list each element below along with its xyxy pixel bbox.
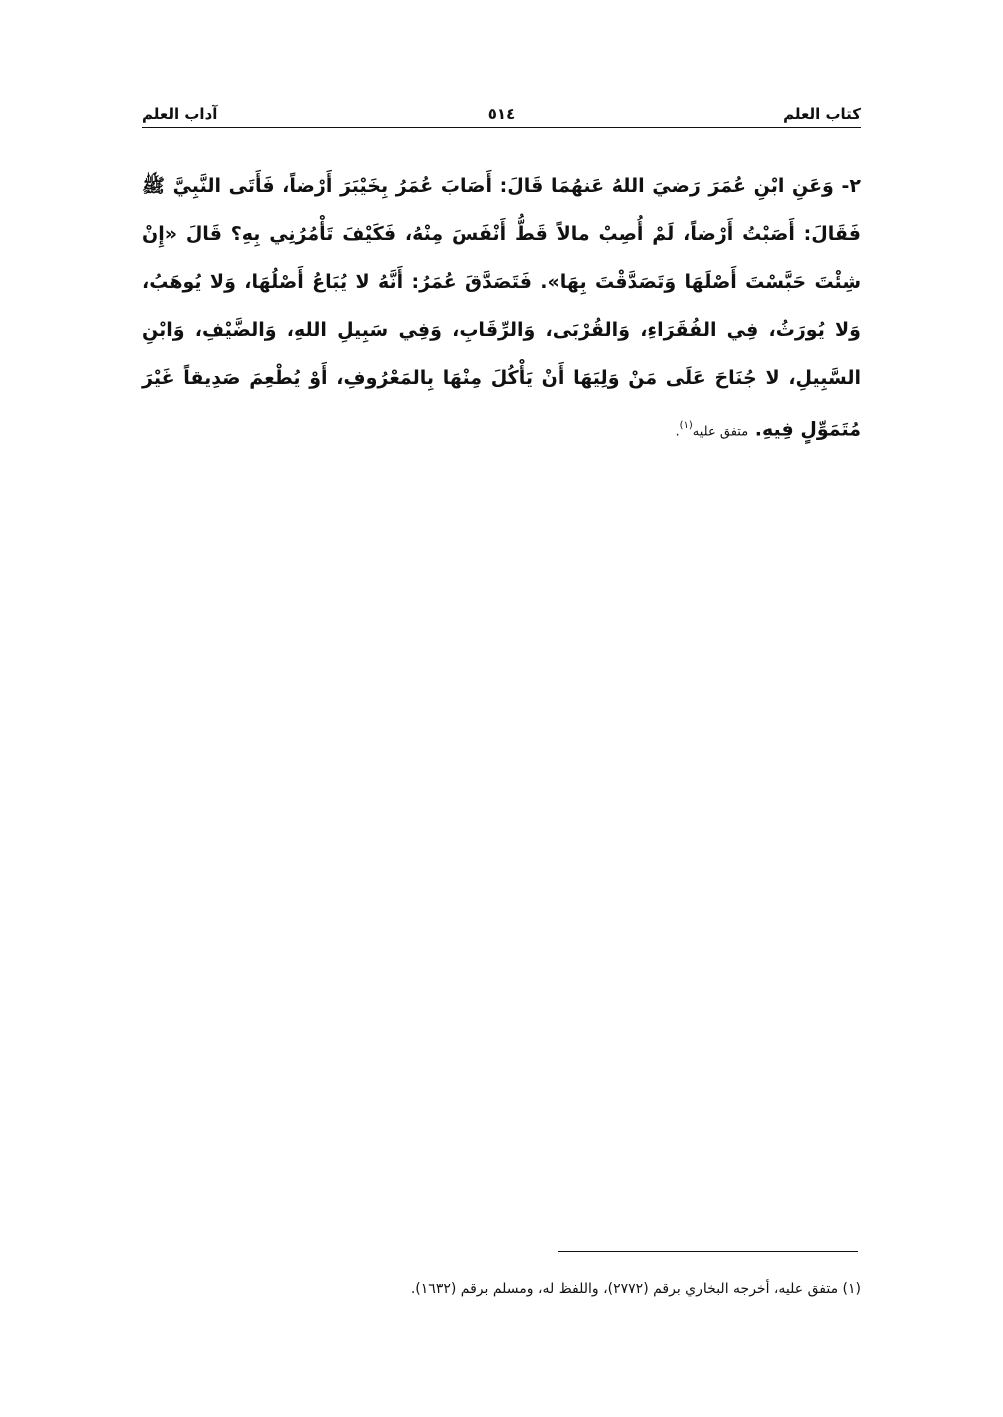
page-number: ٥١٤ bbox=[487, 105, 516, 123]
hadith-text: ٢- وَعَنِ ابْنِ عُمَرَ رَضيَ اللهُ عَنهُمَا قَالَ: أَصَابَ عُمَرُ بِخَيْبَرَ أَرْضاً، فَأَتَى النَّبِيَّ ﷺ فَقَالَ: أَصَبْتُ أَرْضاً، لَمْ أُصِبْ مالاً قَطُّ أَنْفَسَ مِنْهُ، فَكَيْفَ تَأْمُرُنِي بِهِ؟ قَالَ «إِنْ شِئْتَ حَبَّسْتَ أَصْلَهَا وَتَصَدَّقْتَ بِهَا». فَتَصَدَّقَ عُمَرُ: أَنَّهُ لا يُبَاعُ أَصْلُهَا، وَلا يُوهَبُ، وَلا يُورَثُ، فِي الفُقَرَاءِ، وَالقُرْبَى، وَالرِّقَابِ، وَفِي سَبِيلِ اللهِ، وَالضَّيْفِ، وَابْنِ السَّبِيلِ، لا جُنَاحَ عَلَى مَنْ وَلِيَهَا أَنْ يَأْكُلَ مِنْهَا بِالمَعْرُوفِ، أَوْ يُطْعِمَ صَدِيقاً غَيْرَ مُتَمَوِّلٍ فِيهِ. bbox=[142, 175, 861, 441]
book-title: كتاب العلم bbox=[783, 105, 861, 123]
header-divider bbox=[142, 127, 861, 128]
hadith-body bbox=[142, 162, 861, 456]
end-mark: . bbox=[675, 424, 680, 440]
chapter-title: آداب العلم bbox=[142, 105, 218, 123]
footnote-divider bbox=[558, 1251, 858, 1252]
footnote-text: (١) متفق عليه، أخرجه البخاري برقم (٢٧٧٢)، واللفظ له، ومسلم برقم (١٦٣٢). bbox=[410, 1281, 861, 1297]
hadith-citation: متفق عليه bbox=[692, 424, 749, 440]
footnote-reference: (١) bbox=[679, 420, 693, 431]
hadith-paragraph bbox=[142, 162, 861, 456]
